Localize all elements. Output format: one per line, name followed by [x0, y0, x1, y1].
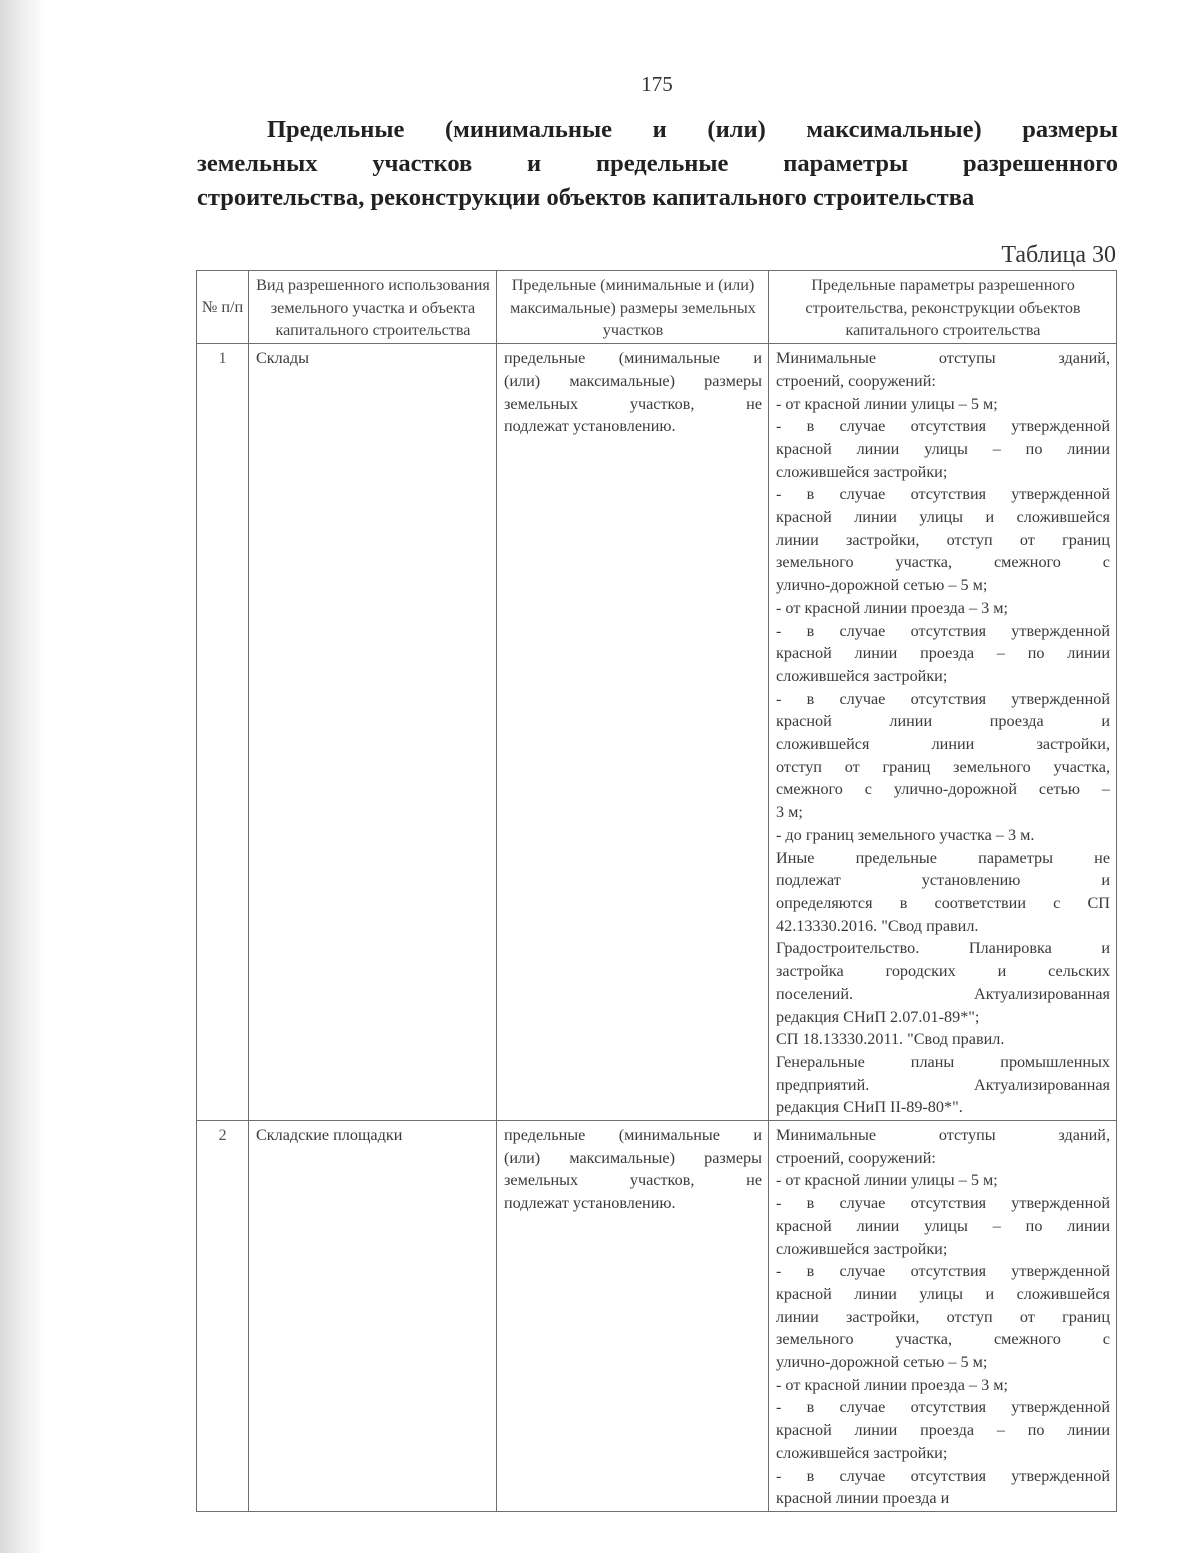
plot-sizes-line: земельных участков, не	[504, 1171, 762, 1190]
section-title	[197, 113, 1118, 215]
row-number: 1	[197, 344, 249, 1121]
header-construction-params: Предельные параметры разрешенного строительства, реконструкции объектов капитального строительства	[769, 271, 1117, 344]
construction-params-line: красной линии улицы и сложившейся	[776, 508, 1110, 527]
title-line-2: земельных участков и предельные параметры разрешенного	[197, 150, 1118, 177]
construction-params-line: Иные предельные параметры не	[776, 848, 1110, 867]
construction-params-line: - от красной линии улицы – 5 м;	[776, 394, 998, 413]
construction-params-line: сложившейся застройки;	[776, 1239, 948, 1258]
construction-params-line: отступ от границ земельного участка,	[776, 757, 1110, 776]
plot-sizes-line: (или) максимальные) размеры	[504, 1148, 762, 1167]
plot-sizes-cell	[497, 344, 769, 1121]
construction-params-line: улично-дорожной сетью – 5 м;	[776, 576, 988, 595]
construction-params-line: красной линии проезда и	[776, 1489, 950, 1508]
construction-params-line: Минимальные отступы зданий,	[776, 1126, 1110, 1145]
table-row	[197, 344, 1117, 1121]
use-type-cell: Складские площадки	[249, 1121, 497, 1512]
construction-params-line: красной линии проезда – по линии	[776, 644, 1110, 663]
land-use-parameters-table	[196, 270, 1117, 1512]
use-type-cell: Склады	[249, 344, 497, 1121]
construction-params-line: красной линии улицы и сложившейся	[776, 1284, 1110, 1303]
construction-params-line: красной линии улицы – по линии	[776, 439, 1110, 458]
row-number: 2	[197, 1121, 249, 1512]
construction-params-line: - в случае отсутствия утвержденной	[776, 1262, 1110, 1281]
construction-params-line: 42.13330.2016. "Свод правил.	[776, 916, 979, 935]
construction-params-line: смежного с улично-дорожной сетью –	[776, 780, 1110, 799]
plot-sizes-line: (или) максимальные) размеры	[504, 371, 762, 390]
construction-params-line: - от красной линии улицы – 5 м;	[776, 1171, 998, 1190]
construction-params-line: - в случае отсутствия утвержденной	[776, 1398, 1110, 1417]
construction-params-line: редакция СНиП II-89-80*".	[776, 1098, 963, 1117]
page-number: 175	[641, 72, 673, 96]
plot-sizes-line: подлежат установлению.	[504, 1194, 676, 1213]
construction-params-line: - в случае отсутствия утвержденной	[776, 689, 1110, 708]
construction-params-line: предприятий. Актуализированная	[776, 1075, 1110, 1094]
construction-params-line: земельного участка, смежного с	[776, 553, 1110, 572]
scan-shadow-edge	[0, 0, 44, 1553]
table-caption: Таблица 30	[1001, 242, 1116, 268]
table-row	[197, 1121, 1117, 1512]
construction-params-cell	[769, 344, 1117, 1121]
construction-params-line: 3 м;	[776, 803, 803, 822]
title-line-1: Предельные (минимальные и (или) максимальные) размеры	[267, 116, 1118, 143]
construction-params-line: - в случае отсутствия утвержденной	[776, 1466, 1110, 1485]
construction-params-line: поселений. Актуализированная	[776, 984, 1110, 1003]
construction-params-line: - в случае отсутствия утвержденной	[776, 485, 1110, 504]
plot-sizes-line: предельные (минимальные и	[504, 1126, 762, 1145]
construction-params-line: СП 18.13330.2011. "Свод правил.	[776, 1030, 1005, 1049]
construction-params-line: Градостроительство. Планировка и	[776, 939, 1110, 958]
construction-params-line: редакция СНиП 2.07.01-89*";	[776, 1007, 980, 1026]
construction-params-line: сложившейся линии застройки,	[776, 735, 1110, 754]
construction-params-line: Минимальные отступы зданий,	[776, 349, 1110, 368]
title-line-3: строительства, реконструкции объектов капитального строительства	[197, 184, 975, 211]
plot-sizes-line: подлежат установлению.	[504, 417, 676, 436]
construction-params-line: - в случае отсутствия утвержденной	[776, 1194, 1110, 1213]
construction-params-line: красной линии проезда – по линии	[776, 1421, 1110, 1440]
construction-params-line: Генеральные планы промышленных	[776, 1052, 1110, 1071]
construction-params-line: сложившейся застройки;	[776, 1443, 948, 1462]
header-number: № п/п	[197, 271, 249, 344]
header-plot-sizes: Предельные (минимальные и (или) максимальные) размеры земельных участков	[497, 271, 769, 344]
plot-sizes-line: предельные (минимальные и	[504, 349, 762, 368]
header-use-type: Вид разрешенного использования земельного участка и объекта капитального строительства	[249, 271, 497, 344]
plot-sizes-line: земельных участков, не	[504, 394, 762, 413]
table-header-row	[197, 271, 1117, 344]
construction-params-line: земельного участка, смежного с	[776, 1330, 1110, 1349]
construction-params-line: линии застройки, отступ от границ	[776, 530, 1110, 549]
construction-params-cell	[769, 1121, 1117, 1512]
construction-params-line: красной линии проезда и	[776, 712, 1110, 731]
construction-params-line: - от красной линии проезда – 3 м;	[776, 1375, 1009, 1394]
construction-params-line: строений, сооружений:	[776, 371, 936, 390]
construction-params-line: сложившейся застройки;	[776, 462, 948, 481]
construction-params-line: улично-дорожной сетью – 5 м;	[776, 1353, 988, 1372]
plot-sizes-cell	[497, 1121, 769, 1512]
construction-params-line: - от красной линии проезда – 3 м;	[776, 598, 1009, 617]
construction-params-line: застройка городских и сельских	[776, 962, 1110, 981]
construction-params-line: - в случае отсутствия утвержденной	[776, 621, 1110, 640]
construction-params-line: - в случае отсутствия утвержденной	[776, 417, 1110, 436]
construction-params-line: строений, сооружений:	[776, 1148, 936, 1167]
construction-params-line: - до границ земельного участка – 3 м.	[776, 825, 1035, 844]
construction-params-line: линии застройки, отступ от границ	[776, 1307, 1110, 1326]
construction-params-line: определяются в соответствии с СП	[776, 893, 1110, 912]
construction-params-line: красной линии улицы – по линии	[776, 1216, 1110, 1235]
construction-params-line: сложившейся застройки;	[776, 666, 948, 685]
construction-params-line: подлежат установлению и	[776, 871, 1110, 890]
